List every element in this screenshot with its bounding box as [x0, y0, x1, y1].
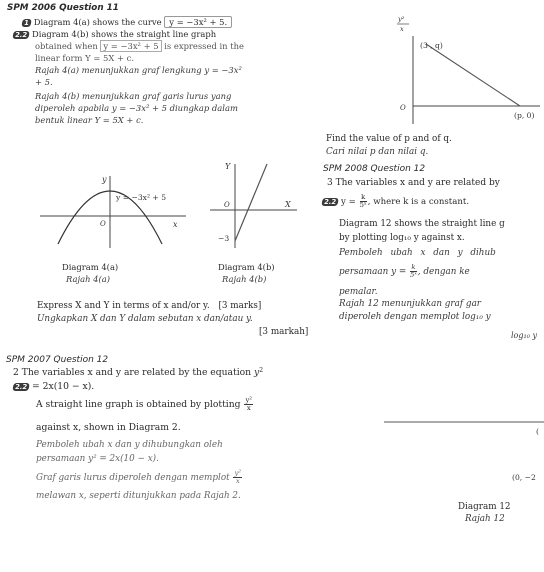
x-axis-label: X — [285, 200, 291, 209]
malay-text: Graf garis lurus diperoleh dengan memplot — [36, 472, 230, 483]
malay-text: , dengan ke — [417, 266, 470, 277]
instruction-text: Express X and Y in terms of x and/or y. — [37, 301, 210, 311]
malay-line — [339, 264, 470, 279]
malay-line — [36, 470, 243, 485]
skill-badge: 1 — [21, 19, 31, 27]
fraction-k-over-5x: $\frac{k}{\text{5ˣ}}$ — [410, 263, 417, 279]
question-line — [36, 397, 254, 412]
origin-label: O — [400, 104, 406, 112]
curve-equation: y = −3x² + 5 — [100, 40, 161, 52]
section-header-2007: SPM 2007 Question 12 — [6, 355, 109, 365]
point-label: (0, −2 — [512, 473, 536, 482]
intercept-label: −3 — [218, 234, 230, 243]
diagram-12-graph — [384, 418, 544, 498]
question-text: linear form — [35, 53, 83, 63]
malay-text: melawan x, seperti ditunjukkan pada Rajah 2. — [36, 491, 241, 501]
equation-text: y = — [341, 196, 356, 207]
question-text: against x, shown in Diagram 2. — [36, 422, 181, 433]
question-text: obtained when — [35, 41, 98, 51]
origin-label: O — [100, 220, 106, 228]
question-line — [322, 194, 469, 209]
diagram-caption: Diagram 4(a) — [62, 262, 119, 272]
diagram-caption: Diagram 12 — [458, 502, 511, 512]
y-axis-label: y — [102, 175, 107, 184]
y-axis-label-denominator: x — [400, 25, 404, 33]
malay-text: pemalar. — [339, 287, 378, 297]
axis-label: log₁₀ y — [511, 331, 537, 340]
question-text: Diagram 4(a) shows the curve — [33, 17, 162, 27]
skill-badge: 2.2 — [321, 198, 339, 206]
variable: y — [254, 367, 260, 378]
section-header-2008: SPM 2008 Question 12 — [323, 164, 426, 174]
malay-text: diperoleh apabila y = −3x² + 5 diungkap dalam — [35, 103, 238, 113]
x-axis-label: x — [173, 220, 178, 229]
question-line — [22, 17, 232, 28]
linear-equation: Y = 5X + c. — [85, 53, 134, 63]
point-label: ( — [536, 427, 539, 436]
y-axis-label: Y — [225, 162, 231, 171]
diagram-caption-malay: Rajah 12 — [465, 514, 505, 524]
malay-text: + 5. — [35, 77, 53, 87]
malay-text: Pemboleh ubah x dan y dihub — [339, 248, 496, 258]
question-text: 3 The variables x and y are related by — [327, 178, 500, 188]
question-line — [13, 381, 94, 393]
y-axis-label-numerator: y² — [398, 15, 405, 23]
malay-text: bentuk linear Y = 5X + c. — [35, 115, 144, 125]
marks-malay: [3 markah] — [259, 327, 309, 337]
marks: [3 marks] — [218, 301, 262, 311]
diagram-4b — [205, 158, 300, 253]
question-text: Diagram 12 shows the straight line g — [339, 219, 505, 229]
question-text: is expressed in the — [164, 41, 244, 51]
instruction-malay: Cari nilai p dan nilai q. — [326, 147, 429, 157]
instruction-malay: Ungkapkan X dan Y dalam sebutan x dan/atau y. — [37, 314, 253, 324]
point-label: (p, 0) — [514, 111, 535, 120]
malay-text: Rajah 4(b) menunjukkan graf garis lurus yang — [35, 91, 232, 101]
diagram-caption-malay: Rajah 4(a) — [66, 274, 110, 284]
straight-line — [235, 164, 267, 241]
question-line — [13, 29, 216, 40]
fraction-k-over-5x: $\frac{k}{\text{5ˣ}}$ — [359, 193, 367, 209]
question-text: by plotting log₁₀ y against x. — [339, 233, 465, 243]
malay-text: Rajah 12 menunjukkan graf gar — [339, 299, 482, 309]
question-line — [35, 41, 244, 52]
question-text: 2 The variables x and y are related by the equation — [13, 367, 252, 378]
equation-text: = 2x(10 − x). — [32, 381, 95, 392]
diagram-4a — [38, 148, 188, 250]
section-header-2006: SPM 2006 Question 11 — [7, 3, 119, 13]
point-label: (3 , q) — [420, 41, 443, 50]
malay-text: diperoleh dengan memplot log₁₀ y — [339, 312, 491, 322]
instruction-line — [37, 301, 261, 313]
question-text: A straight line graph is obtained by plotting — [36, 398, 241, 410]
malay-text: Pemboleh ubah x dan y dihubungkan oleh — [36, 440, 223, 450]
skill-badge: 2.2 — [12, 383, 30, 391]
diagram-caption-malay: Rajah 4(b) — [222, 274, 267, 284]
malay-text: persamaan y = — [339, 266, 407, 277]
question-line: 2 The variables x and y are related by the equation $y^2$ — [13, 367, 264, 378]
diagram-2-graph — [380, 14, 542, 134]
question-text: Diagram 4(b) shows the straight line graph — [32, 29, 217, 39]
diagram-caption: Diagram 4(b) — [218, 262, 275, 272]
malay-text: Rajah 4(a) menunjukkan graf lengkung y = −3x² — [35, 65, 242, 75]
curve-label: y = −3x² + 5 — [116, 193, 167, 202]
skill-badge: 2.2 — [12, 31, 30, 39]
origin-label: O — [224, 201, 230, 209]
curve-equation: y = −3x² + 5. — [164, 16, 232, 28]
malay-text: persamaan y² = 2x(10 − x). — [36, 454, 159, 464]
fraction-y2-over-x: $\frac{\text{y²}}{x}$ — [245, 396, 253, 412]
instruction-text: Find the value of p and of q. — [326, 134, 452, 144]
question-text: , where k is a constant. — [367, 196, 470, 207]
question-line — [35, 53, 134, 64]
fraction-y2-over-x: $\frac{\text{y²}}{x}$ — [234, 469, 242, 485]
straight-line — [426, 44, 520, 106]
